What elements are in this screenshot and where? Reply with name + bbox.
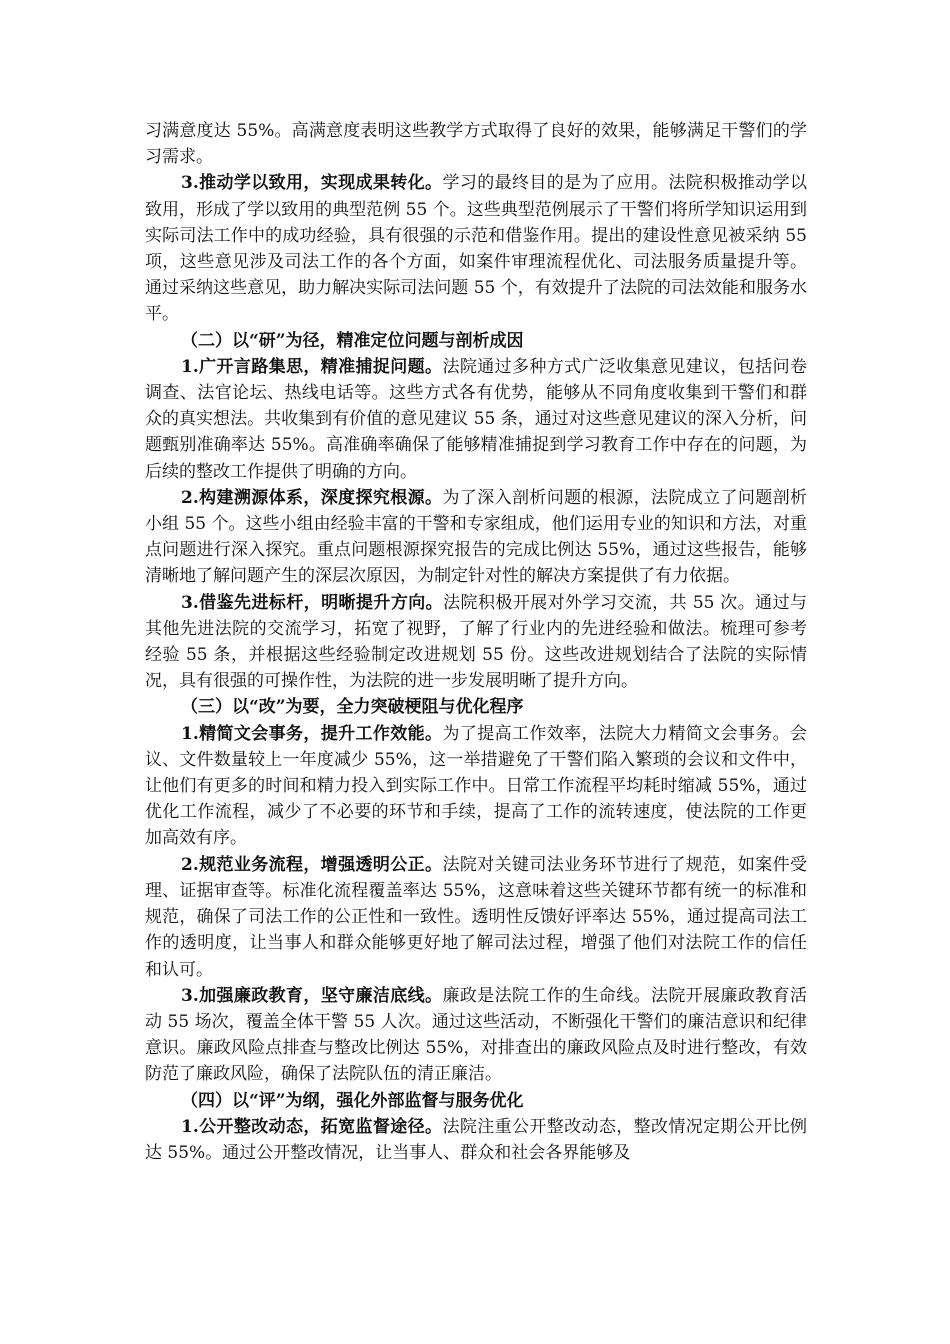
paragraph-collect-opinions [145, 354, 807, 485]
section-heading-evaluation: （四）以“评”为纲，强化外部监督与服务优化 [181, 1090, 524, 1111]
paragraph-public-rectification [145, 1114, 807, 1166]
paragraph-lead: 2.规范业务流程，增强透明公正。 [181, 854, 443, 875]
paragraph-standardize-process [145, 852, 807, 983]
paragraph-lead: 2.构建溯源体系，深度探究根源。 [181, 487, 443, 508]
paragraph-text: 法院注重公开整改动态，整改情况定期公开比例达 55%。通过公开整改情况，让当事人、群众和社会各界能够及 [145, 1116, 808, 1163]
paragraph-continuation [145, 118, 807, 170]
paragraph-text: 习满意度达 55%。高满意度表明这些教学方式取得了良好的效果，能够满足干警们的学习需求。 [145, 121, 807, 168]
paragraph-streamline-meetings [145, 721, 807, 852]
paragraph-learning-application [145, 170, 807, 327]
paragraph-lead: 1.公开整改动态，拓宽监督途径。 [181, 1116, 443, 1137]
paragraph-text: 法院积极开展对外学习交流，共 55 次。通过与其他先进法院的交流学习，拓宽了视野，了解了行业内的先进经验和做法。梳理可参考经验 55 条，并根据这些经验制定改进规划 55 份。这些改进规划结合了法院的实际情况，具有很强的可操作性，为法院的进一步发展明晰了提升方向。 [145, 592, 807, 692]
paragraph-text: 法院对关键司法业务环节进行了规范，如案件受理、证据审查等。标准化流程覆盖率达 55%，这意味着这些关键环节都有统一的标准和规范，确保了司法工作的公正性和一致性。透明性反馈好评率达 55%，通过提高司法工作的透明度，让当事人和群众能够更好地了解司法过程，增强了他们对法院工作的信任和认可。 [145, 854, 808, 980]
section-heading-reform: （三）以“改”为要，全力突破梗阻与优化程序 [181, 697, 524, 718]
paragraph-benchmarking [145, 590, 807, 695]
paragraph-lead: 1.精简文会事务，提升工作效能。 [181, 723, 443, 744]
paragraph-lead: 3.加强廉政教育，坚守廉洁底线。 [181, 985, 443, 1006]
paragraph-text: 为了深入剖析问题的根源，法院成立了问题剖析小组 55 个。这些小组由经验丰富的干警和专家组成，他们运用专业的知识和方法，对重点问题进行深入探究。重点问题根源探究报告的完成比例达 55%，通过这些报告，能够清晰地了解问题产生的深层次原因，为制定针对性的解决方案提供了有力依据。 [145, 487, 808, 587]
paragraph-lead: 1.广开言路集思，精准捕捉问题。 [181, 356, 443, 377]
paragraph-text: 法院通过多种方式广泛收集意见建议，包括问卷调查、法官论坛、热线电话等。这些方式各有优势，能够从不同角度收集到干警们和群众的真实想法。共收集到有价值的意见建议 55 条，通过对这些意见建议的深入分析，问题甄别准确率达 55%。高准确率确保了能够精准捕捉到学习教育工作中存在的问题，为后续的整改工作提供了明确的方向。 [145, 356, 808, 482]
paragraph-text: 学习的最终目的是为了应用。法院积极推动学以致用，形成了学以致用的典型范例 55 个。这些典型范例展示了干警们将所学知识运用到实际司法工作中的成功经验，具有很强的示范和借鉴作用。提出的建设性意见被采纳 55 项，这些意见涉及司法工作的各个方面，如案件审理流程优化、司法服务质量提升等。通过采纳这些意见，助力解决实际司法问题 55 个，有效提升了法院的司法效能和服务水平。 [145, 173, 808, 325]
paragraph-text: 廉政是法院工作的生命线。法院开展廉政教育活动 55 场次，覆盖全体干警 55 人次。通过这些活动，不断强化干警们的廉洁意识和纪律意识。廉政风险点排查与整改比例达 55%，对排查出的廉政风险点及时进行整改，有效防范了廉政风险，确保了法院队伍的清正廉洁。 [145, 985, 808, 1085]
paragraph-root-cause-system [145, 485, 807, 590]
paragraph-lead: 3.借鉴先进标杆，明晰提升方向。 [181, 592, 444, 613]
paragraph-integrity-education [145, 983, 807, 1088]
paragraph-lead: 3.推动学以致用，实现成果转化。 [181, 173, 443, 194]
section-heading-research: （二）以“研”为径，精准定位问题与剖析成因 [181, 330, 524, 351]
document-page [145, 118, 807, 1166]
paragraph-text: 为了提高工作效率，法院大力精简文会事务。会议、文件数量较上一年度减少 55%，这一举措避免了干警们陷入繁琐的会议和文件中，让他们有更多的时间和精力投入到实际工作中。日常工作流程平均耗时缩减 55%，通过优化工作流程，减少了不必要的环节和手续，提高了工作的流转速度，使法院的工作更加高效有序。 [145, 723, 808, 849]
